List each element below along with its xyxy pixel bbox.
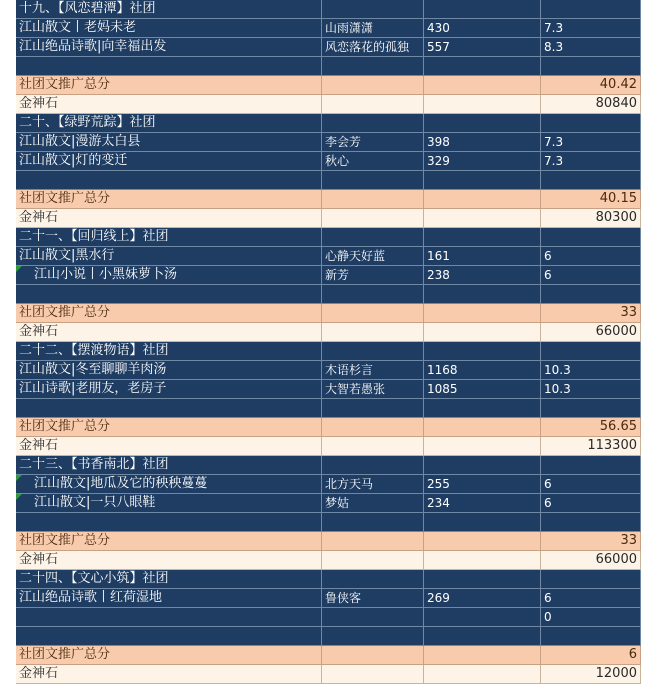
empty-cell[interactable]: [322, 323, 424, 342]
row-gutter: [0, 456, 16, 475]
empty-cell[interactable]: [541, 342, 641, 361]
total-row: [0, 76, 664, 95]
empty-cell[interactable]: [322, 285, 424, 304]
row-gutter: [0, 76, 16, 95]
sheet-margin: [641, 114, 664, 133]
score-cell[interactable]: 7.3: [541, 152, 641, 171]
entry-row: [0, 361, 664, 380]
total-value-cell[interactable]: 56.65: [541, 418, 641, 437]
group-header-row: [0, 570, 664, 589]
title-cell[interactable]: 江山散文|冬至聊聊羊肉汤: [16, 361, 322, 380]
error-indicator-icon: [16, 494, 22, 500]
sheet-margin: [641, 513, 664, 532]
row-gutter: [0, 475, 16, 494]
empty-cell[interactable]: [322, 627, 424, 646]
empty-cell[interactable]: [322, 228, 424, 247]
word-count-cell[interactable]: 1168: [424, 361, 541, 380]
empty-cell[interactable]: [424, 304, 541, 323]
title-cell[interactable]: 江山诗歌|老朋友，老房子: [16, 380, 322, 399]
sheet-margin: [641, 589, 664, 608]
empty-cell[interactable]: [424, 399, 541, 418]
sheet-margin: [641, 494, 664, 513]
empty-cell[interactable]: [322, 551, 424, 570]
stone-value-cell[interactable]: 12000: [541, 665, 641, 684]
empty-cell[interactable]: [322, 532, 424, 551]
empty-cell[interactable]: [424, 646, 541, 665]
empty-cell[interactable]: [424, 456, 541, 475]
empty-cell[interactable]: [322, 57, 424, 76]
empty-cell[interactable]: [424, 532, 541, 551]
empty-cell[interactable]: [322, 456, 424, 475]
title-cell[interactable]: 江山散文丨老妈未老: [16, 19, 322, 38]
word-count-cell[interactable]: 255: [424, 475, 541, 494]
empty-cell[interactable]: [424, 228, 541, 247]
empty-cell[interactable]: [424, 437, 541, 456]
row-gutter: [0, 209, 16, 228]
stone-value-cell[interactable]: 113300: [541, 437, 641, 456]
empty-cell[interactable]: [322, 76, 424, 95]
empty-cell[interactable]: [424, 570, 541, 589]
blank-row: [0, 171, 664, 190]
total-value-cell[interactable]: 33: [541, 532, 641, 551]
word-count-cell[interactable]: 1085: [424, 380, 541, 399]
empty-cell[interactable]: [322, 570, 424, 589]
row-gutter: [0, 0, 16, 19]
score-cell[interactable]: 6: [541, 589, 641, 608]
row-gutter: [0, 152, 16, 171]
row-gutter: [0, 342, 16, 361]
author-cell[interactable]: 大智若愚张: [322, 380, 424, 399]
entry-row: [0, 19, 664, 38]
entry-row: [0, 38, 664, 57]
group-header-cell[interactable]: 二十三、【书香南北】社团: [16, 456, 322, 475]
empty-cell[interactable]: [424, 323, 541, 342]
empty-cell[interactable]: [322, 0, 424, 19]
empty-cell[interactable]: [424, 285, 541, 304]
empty-cell[interactable]: [322, 399, 424, 418]
score-cell[interactable]: 10.3: [541, 380, 641, 399]
row-gutter: [0, 380, 16, 399]
score-cell[interactable]: 6: [541, 475, 641, 494]
empty-cell[interactable]: [16, 513, 322, 532]
row-gutter: [0, 114, 16, 133]
word-count-cell[interactable]: [424, 608, 541, 627]
author-cell[interactable]: 风恋落花的孤独: [322, 38, 424, 57]
sheet-margin: [641, 551, 664, 570]
empty-cell[interactable]: [541, 570, 641, 589]
score-cell[interactable]: 7.3: [541, 19, 641, 38]
total-label-cell[interactable]: 社团文推广总分: [16, 418, 322, 437]
sheet-margin: [641, 361, 664, 380]
row-gutter: [0, 665, 16, 684]
empty-cell[interactable]: [424, 76, 541, 95]
stone-label-cell[interactable]: 金神石: [16, 95, 322, 114]
empty-cell[interactable]: [424, 57, 541, 76]
stone-row: [0, 209, 664, 228]
empty-cell[interactable]: [322, 513, 424, 532]
word-count-cell[interactable]: 398: [424, 133, 541, 152]
empty-cell[interactable]: [424, 0, 541, 19]
empty-cell[interactable]: [541, 171, 641, 190]
author-cell[interactable]: 木语杉言: [322, 361, 424, 380]
title-cell[interactable]: 江山绝品诗歌|向幸福出发: [16, 38, 322, 57]
score-cell[interactable]: 6: [541, 266, 641, 285]
sheet-margin: [641, 209, 664, 228]
entry-row: [0, 133, 664, 152]
stone-value-cell[interactable]: 80840: [541, 95, 641, 114]
author-cell[interactable]: 新芳: [322, 266, 424, 285]
sheet-margin: [641, 304, 664, 323]
group-header-cell[interactable]: 二十二、【摆渡物语】社团: [16, 342, 322, 361]
title-cell[interactable]: 江山散文|一只八眼鞋: [16, 494, 322, 513]
entry-row: [0, 266, 664, 285]
row-gutter: [0, 437, 16, 456]
sheet-margin: [641, 475, 664, 494]
sheet-margin: [641, 76, 664, 95]
sheet-margin: [641, 570, 664, 589]
empty-cell[interactable]: [322, 171, 424, 190]
group-header-cell[interactable]: 二十、【绿野荒踪】社团: [16, 114, 322, 133]
sheet-margin: [641, 133, 664, 152]
empty-cell[interactable]: [541, 228, 641, 247]
row-gutter: [0, 247, 16, 266]
total-row: [0, 190, 664, 209]
sheet-margin: [641, 171, 664, 190]
group-header-row: [0, 342, 664, 361]
empty-cell[interactable]: [424, 190, 541, 209]
title-cell[interactable]: 江山散文|地瓜及它的秧秧蔓蔓: [16, 475, 322, 494]
author-cell[interactable]: 李会芳: [322, 133, 424, 152]
entry-row: [0, 589, 664, 608]
row-gutter: [0, 513, 16, 532]
empty-cell[interactable]: [541, 513, 641, 532]
empty-cell[interactable]: [424, 209, 541, 228]
sheet-margin: [641, 95, 664, 114]
author-cell[interactable]: 心静天好蓝: [322, 247, 424, 266]
row-gutter: [0, 285, 16, 304]
empty-cell[interactable]: [322, 114, 424, 133]
author-cell[interactable]: [322, 608, 424, 627]
sheet-margin: [641, 57, 664, 76]
stone-value-cell[interactable]: 66000: [541, 323, 641, 342]
stone-row: [0, 95, 664, 114]
empty-cell[interactable]: [16, 57, 322, 76]
stone-label-cell[interactable]: 金神石: [16, 209, 322, 228]
sheet-margin: [641, 437, 664, 456]
row-gutter: [0, 646, 16, 665]
entry-row: [0, 152, 664, 171]
sheet-margin: [641, 19, 664, 38]
row-gutter: [0, 418, 16, 437]
sheet-margin: [641, 152, 664, 171]
stone-row: [0, 323, 664, 342]
title-cell[interactable]: [16, 608, 322, 627]
total-label-cell[interactable]: 社团文推广总分: [16, 190, 322, 209]
empty-cell[interactable]: [424, 342, 541, 361]
entry-row: [0, 380, 664, 399]
row-gutter: [0, 38, 16, 57]
sheet-margin: [641, 380, 664, 399]
stone-label-cell[interactable]: 金神石: [16, 665, 322, 684]
empty-cell[interactable]: [424, 551, 541, 570]
empty-cell[interactable]: [322, 209, 424, 228]
empty-cell[interactable]: [541, 456, 641, 475]
sheet-margin: [641, 247, 664, 266]
empty-cell[interactable]: [541, 627, 641, 646]
sheet-margin: [641, 228, 664, 247]
total-row: [0, 646, 664, 665]
row-gutter: [0, 304, 16, 323]
row-gutter: [0, 608, 16, 627]
score-cell[interactable]: 6: [541, 247, 641, 266]
entry-row: [0, 247, 664, 266]
row-gutter: [0, 57, 16, 76]
author-cell[interactable]: 梦姑: [322, 494, 424, 513]
empty-cell[interactable]: [322, 665, 424, 684]
title-cell[interactable]: 江山散文|灯的变迁: [16, 152, 322, 171]
total-row: [0, 304, 664, 323]
empty-cell[interactable]: [322, 95, 424, 114]
stone-value-cell[interactable]: 66000: [541, 551, 641, 570]
empty-cell[interactable]: [16, 285, 322, 304]
row-gutter: [0, 551, 16, 570]
total-value-cell[interactable]: 33: [541, 304, 641, 323]
sheet-margin: [641, 646, 664, 665]
stone-value-cell[interactable]: 80300: [541, 209, 641, 228]
word-count-cell[interactable]: 557: [424, 38, 541, 57]
sheet-margin: [641, 38, 664, 57]
blank-row: [0, 513, 664, 532]
empty-cell[interactable]: [322, 342, 424, 361]
title-cell[interactable]: 江山散文|黑水行: [16, 247, 322, 266]
title-cell[interactable]: 江山绝品诗歌丨红荷湿地: [16, 589, 322, 608]
blank-row: [0, 285, 664, 304]
total-value-cell[interactable]: 40.42: [541, 76, 641, 95]
word-count-cell[interactable]: 329: [424, 152, 541, 171]
row-gutter: [0, 627, 16, 646]
sheet-margin: [641, 285, 664, 304]
score-cell[interactable]: 7.3: [541, 133, 641, 152]
empty-cell[interactable]: [322, 190, 424, 209]
title-cell[interactable]: 江山散文|漫游太白县: [16, 133, 322, 152]
group-header-cell[interactable]: 十九、【风恋碧潭】社团: [16, 0, 322, 19]
empty-cell[interactable]: [541, 399, 641, 418]
empty-cell[interactable]: [322, 646, 424, 665]
empty-cell[interactable]: [424, 513, 541, 532]
entry-row: [0, 608, 664, 627]
empty-cell[interactable]: [541, 285, 641, 304]
empty-cell[interactable]: [16, 627, 322, 646]
row-gutter: [0, 323, 16, 342]
empty-cell[interactable]: [16, 171, 322, 190]
group-header-row: [0, 228, 664, 247]
empty-cell[interactable]: [424, 665, 541, 684]
stone-row: [0, 665, 664, 684]
group-header-row: [0, 456, 664, 475]
row-gutter: [0, 589, 16, 608]
total-value-cell[interactable]: 40.15: [541, 190, 641, 209]
sheet-margin: [641, 532, 664, 551]
author-cell[interactable]: 北方天马: [322, 475, 424, 494]
empty-cell[interactable]: [322, 437, 424, 456]
sheet-margin: [641, 323, 664, 342]
title-cell[interactable]: 江山小说丨小黑妹萝卜汤: [16, 266, 322, 285]
word-count-cell[interactable]: 238: [424, 266, 541, 285]
sheet-margin: [641, 627, 664, 646]
stone-row: [0, 551, 664, 570]
group-header-row: [0, 114, 664, 133]
sheet-margin: [641, 190, 664, 209]
word-count-cell[interactable]: 234: [424, 494, 541, 513]
empty-cell[interactable]: [541, 57, 641, 76]
total-label-cell[interactable]: 社团文推广总分: [16, 532, 322, 551]
row-gutter: [0, 19, 16, 38]
blank-row: [0, 627, 664, 646]
empty-cell[interactable]: [541, 0, 641, 19]
blank-row: [0, 399, 664, 418]
score-cell[interactable]: 8.3: [541, 38, 641, 57]
group-header-cell[interactable]: 二十一、【回归线上】社团: [16, 228, 322, 247]
entry-row: [0, 494, 664, 513]
empty-cell[interactable]: [541, 114, 641, 133]
score-cell[interactable]: 6: [541, 494, 641, 513]
empty-cell[interactable]: [16, 399, 322, 418]
empty-cell[interactable]: [424, 171, 541, 190]
error-indicator-icon: [16, 266, 22, 272]
row-gutter: [0, 266, 16, 285]
total-row: [0, 418, 664, 437]
row-gutter: [0, 95, 16, 114]
group-header-row: [0, 0, 664, 19]
group-header-cell[interactable]: 二十四、【文心小筑】社团: [16, 570, 322, 589]
score-cell[interactable]: 0: [541, 608, 641, 627]
blank-row: [0, 57, 664, 76]
stone-row: [0, 437, 664, 456]
empty-cell[interactable]: [424, 95, 541, 114]
word-count-cell[interactable]: 269: [424, 589, 541, 608]
author-cell[interactable]: 山雨潇潇: [322, 19, 424, 38]
sheet-margin: [641, 608, 664, 627]
row-gutter: [0, 494, 16, 513]
empty-cell[interactable]: [322, 304, 424, 323]
sheet-margin: [641, 266, 664, 285]
row-gutter: [0, 570, 16, 589]
sheet-margin: [641, 0, 664, 19]
stone-label-cell[interactable]: 金神石: [16, 323, 322, 342]
sheet-margin: [641, 342, 664, 361]
row-gutter: [0, 133, 16, 152]
sheet-margin: [641, 418, 664, 437]
row-gutter: [0, 190, 16, 209]
sheet-margin: [641, 456, 664, 475]
row-gutter: [0, 228, 16, 247]
total-row: [0, 532, 664, 551]
total-label-cell[interactable]: 社团文推广总分: [16, 646, 322, 665]
word-count-cell[interactable]: 161: [424, 247, 541, 266]
total-label-cell[interactable]: 社团文推广总分: [16, 76, 322, 95]
sheet-margin: [641, 399, 664, 418]
row-gutter: [0, 171, 16, 190]
empty-cell[interactable]: [424, 114, 541, 133]
empty-cell[interactable]: [322, 418, 424, 437]
total-value-cell[interactable]: 6: [541, 646, 641, 665]
empty-cell[interactable]: [424, 418, 541, 437]
row-gutter: [0, 532, 16, 551]
entry-row: [0, 475, 664, 494]
stone-label-cell[interactable]: 金神石: [16, 437, 322, 456]
stone-label-cell[interactable]: 金神石: [16, 551, 322, 570]
empty-cell[interactable]: [424, 627, 541, 646]
sheet-margin: [641, 665, 664, 684]
author-cell[interactable]: 秋心: [322, 152, 424, 171]
row-gutter: [0, 361, 16, 380]
word-count-cell[interactable]: 430: [424, 19, 541, 38]
row-gutter: [0, 399, 16, 418]
total-label-cell[interactable]: 社团文推广总分: [16, 304, 322, 323]
author-cell[interactable]: 鲁侠客: [322, 589, 424, 608]
score-cell[interactable]: 10.3: [541, 361, 641, 380]
error-indicator-icon: [16, 475, 22, 481]
